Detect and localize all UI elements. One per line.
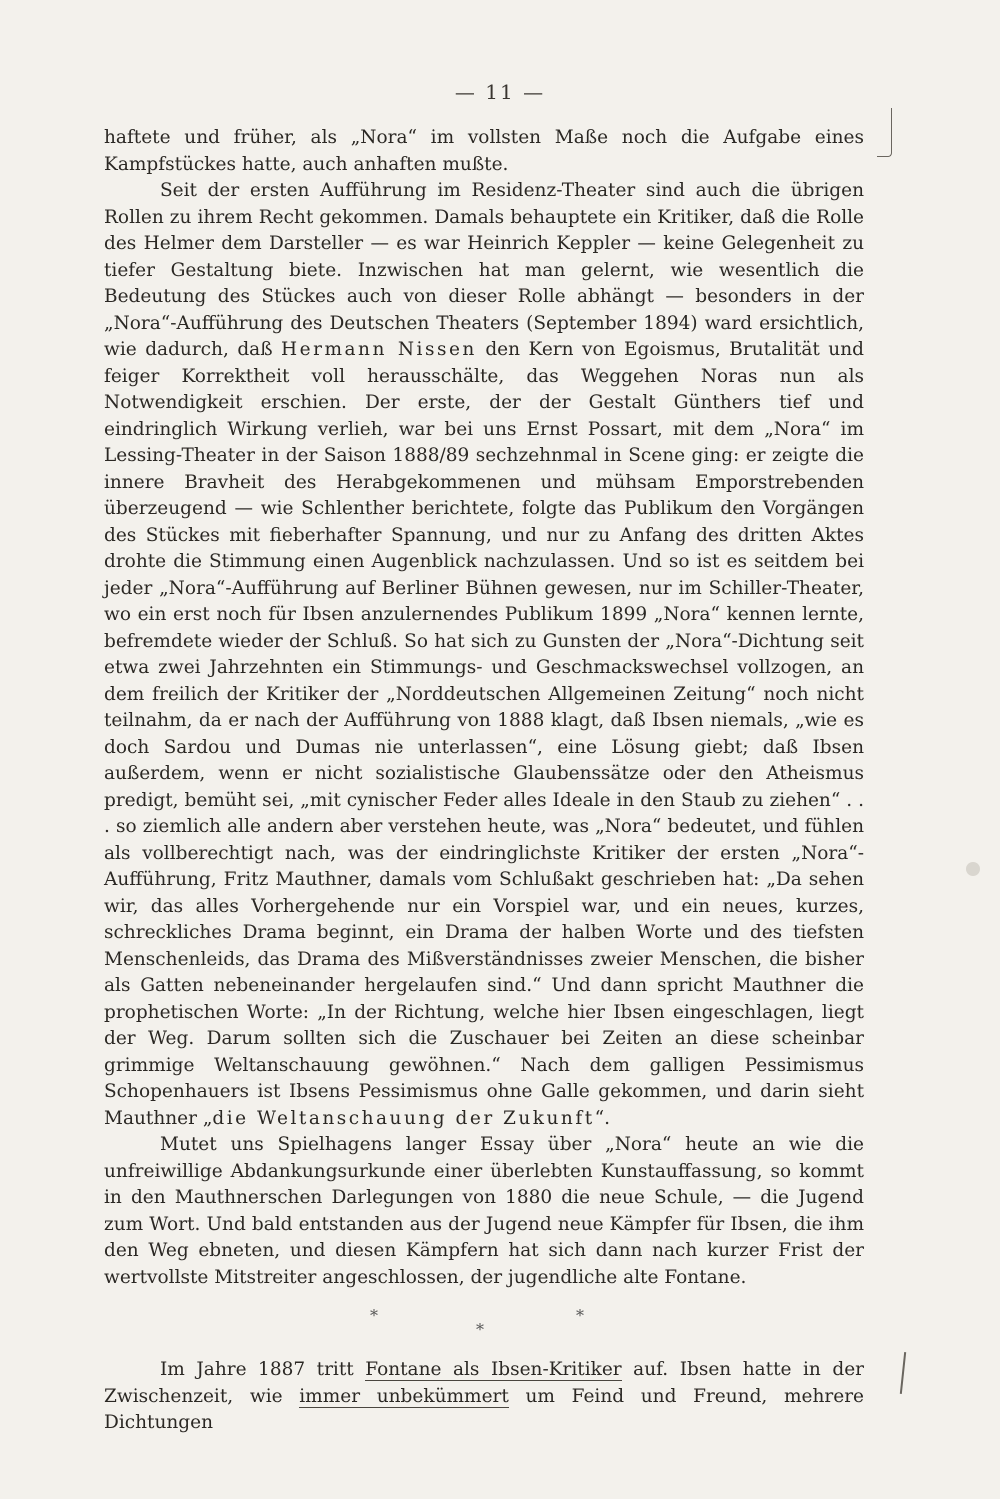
- paragraph-residenz-theater: [104, 178, 864, 1132]
- paragraph-text: auf. Ibsen hatte in der Zwischenzeit, wie: [104, 1359, 865, 1407]
- divider-star: *: [370, 1306, 378, 1325]
- underlined-phrase: immer unbekümmert: [299, 1385, 509, 1407]
- underlined-phrase: Fontane als Ibsen-Kritiker: [365, 1359, 622, 1380]
- divider-star: *: [576, 1306, 584, 1325]
- page-number: — 11 —: [454, 80, 546, 104]
- paragraph-fontane: [104, 1357, 864, 1437]
- paragraph-text: Seit der ersten Aufführung im Residenz-Theater sind auch die übrigen Rollen zu ihrem Recht gekommen. Damals behauptete ein Kritiker, daß die Rolle des Helmer dem Darsteller — es war Heinrich Keppler — keine Gelegenheit zu tiefer Gestaltung biete. Inzwischen hat man gelernt, wie wesentlich die Bedeutung des Stückes auch von dieser Rolle abhängt — besonders in der „Nora“-Aufführung des Deutschen Theaters (September 1894) ward ersichtlich, wie dadurch, daß: [104, 180, 864, 360]
- paper-smudge: [966, 862, 980, 876]
- margin-bracket-mark: [877, 108, 892, 157]
- paragraph-text: Im Jahre 1887 tritt: [160, 1359, 366, 1380]
- body-text: [104, 125, 864, 1437]
- paragraph-spielhagen: Mutet uns Spielhagens langer Essay über „Nora“ heute an wie die unfreiwillige Abdankungsurkunde einer überlebten Kunstauffassung, so kommt in den Mauthnerschen Darlegungen von 1880 die neue Schule, — die Jugend zum Wort. Und bald entstanden aus der Jugend neue Kämpfer für Ibsen, die ihm den Weg ebneten, und diesen Kämpfern hat sich dann nach kurzer Frist der wertvollste Mitstreiter angeschlossen, der jugendliche alte Fontane.: [104, 1134, 864, 1288]
- divider-star: *: [476, 1320, 484, 1339]
- section-divider: [104, 1291, 864, 1351]
- margin-line-mark: [900, 1352, 906, 1394]
- emphasized-phrase: die Weltanschauung der Zukunft: [212, 1107, 595, 1129]
- paragraph-continuation: haftete und früher, als „Nora“ im vollsten Maße noch die Aufgabe eines Kampfstückes hatte, auch anhaften mußte.: [104, 127, 864, 175]
- actor-name-emphasis: Hermann Nissen: [281, 339, 477, 360]
- paragraph-text: den Kern von Egoismus, Brutalität und feiger Korrektheit voll herausschälte, das Weggehen Noras nun als Notwendigkeit erschien. Der erste, der der Gestalt Günthers tief und eindringlich Wirkung verlieh, war bei uns Ernst Possart, mit dem „Nora“ im Lessing-Theater in der Saison 1888/89 sechzehnmal in Scene ging: er zeigte die innere Bravheit des Herabgekommenen und mühsam Emporstrebenden überzeugend — wie Schlenther berichtete, folgte das Publikum den Vorgängen des Stückes mit fieberhafter Spannung, und nur zu Anfang des dritten Aktes drohte die Stimmung einen Augenblick nachzulassen. Und so ist es seitdem bei jeder „Nora“-Aufführung auf Berliner Bühnen gewesen, nur im Schiller-Theater, wo ein erst noch für Ibsen anzulernendes Publikum 1899 „Nora“ kennen lernte, befremdete wieder der Schluß. So hat sich zu Gunsten der „Nora“-Dichtung seit etwa zwei Jahrzehnten ein Stimmungs- und Geschmackswechsel vollzogen, an dem freilich der Kritiker der „Norddeutschen Allgemeinen Zeitung“ noch nicht teilnahm, da er nach der Aufführung von 1888 klagt, daß Ibsen niemals, „wie es doch Sardou und Dumas nie unterlassen“, eine Lösung giebt; daß Ibsen außerdem, wenn er nicht sozialistische Glaubenssätze oder den Atheismus predigt, bemüht sei, „mit cynischer Feder alles Ideale in den Staub zu ziehen“ . . . so ziemlich alle andern aber verstehen heute, was „Nora“ bedeutet, und fühlen als vollberechtigt nach, was der eindringlichste Kritiker der ersten „Nora“-Aufführung, Fritz Mauthner, damals vom Schlußakt geschrieben hat: „Da sehen wir, das alles Vorhergehende nur ein Vorspiel war, und ein neues, kurzes, schreckliches Drama beginnt, ein Drama der halben Worte und des tiefsten Menschenleids, das Drama des Mißverständnisses zweier Menschen, die bisher als Gatten nebeneinander hergelaufen sind.“ Und dann spricht Mauthner die prophetischen Worte: „In der Richtung, welche hier Ibsen eingeschlagen, liegt der Weg. Darum sollten sich die Zuschauer bei Zeiten an diese scheinbar grimmige Weltanschauung gewöhnen.“ Nach dem galligen Pessimismus Schopenhauers ist Ibsens Pessimismus ohne Galle gekommen, und darin sieht Mauthner „: [104, 339, 864, 1129]
- paragraph-text: “.: [594, 1107, 610, 1129]
- paragraph-text: um Feind und Freund, mehrere Dichtungen: [104, 1385, 864, 1433]
